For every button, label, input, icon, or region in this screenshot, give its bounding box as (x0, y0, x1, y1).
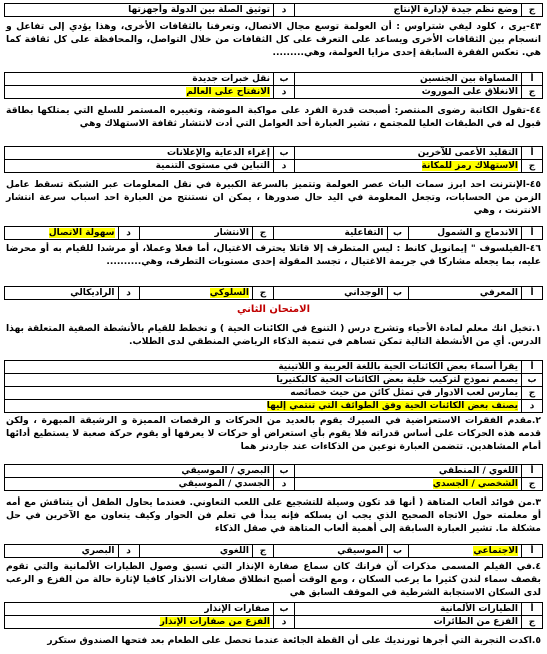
option-letter: د (118, 545, 139, 558)
option-text: الجسدي / الموسيقي (5, 478, 274, 491)
option-text: الانغلاق على الموروث (295, 86, 522, 99)
option-text: اللغوي / المنطقي (295, 465, 522, 478)
option-letter: ج (522, 387, 543, 400)
option-letter: ب (274, 73, 295, 86)
option-letter: ج (522, 160, 543, 173)
option-letter: ب (274, 465, 295, 478)
option-text: صفارات الإنذار (5, 603, 274, 616)
option-letter: أ (522, 361, 543, 374)
option-letter: أ (522, 603, 543, 616)
exam2-question-3-options (4, 544, 543, 558)
option-text: التقليد الأعمى للآخرين (295, 147, 522, 160)
option-letter: ب (387, 287, 408, 300)
option-letter: ج (522, 478, 543, 491)
correct-answer (5, 616, 274, 629)
option-letter: ب (387, 227, 408, 240)
option-letter: ب (522, 374, 543, 387)
option-letter: ب (387, 545, 408, 558)
option-text: الاندماج و الشمول (408, 227, 522, 240)
correct-answer (5, 227, 119, 240)
highlighted-answer: الشخصي / الجسدي (432, 478, 518, 489)
option-text: الانتشار (139, 227, 253, 240)
question-46-text: ٤٦-الفيلسوف " إيمانويل كانط : ليس المتطرف إلا قاتلا يحترف الاغتيال، أما فعلا وعملا، أو مرشدا للقيام به أو محرضا عليه، بما يجعله مشاركا في جريمة الاغتيال ، تجسد المقولة إحدى مستويات التطرف، وهي.......... (6, 243, 541, 267)
option-letter: د (274, 160, 295, 173)
correct-answer (295, 478, 522, 491)
highlighted-answer: الانفتاح على العالم (186, 86, 270, 97)
option-text: المعرفي (408, 287, 522, 300)
option-text: إغراء الدعاية والإعلانات (5, 147, 274, 160)
question-43-options (4, 72, 543, 99)
option-letter: ج (253, 227, 274, 240)
option-letter: ب (274, 147, 295, 160)
highlighted-answer: يصنف بعض الكائنات الحية وفق الطوائف التي تنتمي إليها (266, 400, 518, 411)
option-letter: أ (522, 73, 543, 86)
option-letter: ج (253, 287, 274, 300)
option-text: التباين في مستوى التنمية (5, 160, 274, 173)
option-letter: ج (253, 545, 274, 558)
option-text: الوجداني (274, 287, 388, 300)
option-letter: د (118, 227, 139, 240)
option-text: يمارس لعب الادوار في تمثل كائن من حيث خصائصه (5, 387, 522, 400)
option-letter: ب (274, 603, 295, 616)
option-text: البصري / الموسيقي (5, 465, 274, 478)
option-letter: د (522, 400, 543, 413)
option-letter: د (274, 616, 295, 629)
option-letter: د (274, 478, 295, 491)
correct-answer (5, 86, 274, 99)
question-45-text: ٤٥-الإنترنت احد ابرز سمات الباث عصر العولمة وتتميز بالسرعة الكبيرة في نقل المعلومات عبر الشبكة تسقط عامل الزمن من الحسابات، وتجعل المعلومة في اليد حال صدورها ، يمكن ان نستنتج من العبارة احد اسباب سرعة انتشار الانترنت ، وهي (6, 179, 541, 216)
correct-answer (408, 545, 522, 558)
option-text: الراديكالي (5, 287, 119, 300)
option-letter: د (118, 287, 139, 300)
option-text: الموسيقي (274, 545, 388, 558)
option-text: اللغوي (139, 545, 253, 558)
exam2-question-1-text: ١.تخيل انك معلم لمادة الأحياء وتشرح درس ( التنوع في الكائنات الحية ) و تخطط للقيام بالأنشطة الصفية المتعلقة بهذا الدرس. أي من الأنشطة التالية تمكن تساهم في تنمية الذكاء الرياضي المنطقي لدى الطلاب. (6, 323, 541, 347)
option-text: الطيارات الألمانية (295, 603, 522, 616)
option-text: توثيق الصلة بين الدولة وأجهزتها (5, 4, 274, 17)
option-letter: أ (522, 287, 543, 300)
option-letter: أ (522, 545, 543, 558)
q-top-options (4, 3, 543, 17)
highlighted-answer: الفزع من صفارات الإنذار (159, 616, 270, 627)
question-44-text: ٤٤-تقول الكاتبة رضوى المنتصر: أصبحت قدرة الفرد على مواكبة الموضة، وتغييره المستمر للسلع التي يمتلكها بطاقة قبول له في الطبقات العليا للمجتمع ، تشير العبارة أحد العوامل التي أدت لانتشار ثقافة الاستهلاك وهي (6, 105, 541, 129)
option-text: المساواة بين الجنسين (295, 73, 522, 86)
highlighted-answer: السلوكي (209, 287, 249, 298)
option-letter: د (274, 86, 295, 99)
correct-answer (5, 400, 522, 413)
exam2-question-3-text: ٣.من فوائد ألعاب المتاهة ( أنها قد تكون وسيلة للتشجيع على اللعب التعاوني. فعندما يحاول الطفل أن يتناقش مع أمه أو معلمته حول الاتجاه الصحيح الذي يجب ان يسلكه فإنه يبدأ في تعلم فن الحوار وكيف يتعاون مع الآخرين في حل مشكلة ما. تشير العبارة السابقة إلى أهمية ألعاب المتاهة في صقل الذكاء (6, 497, 541, 534)
exam2-question-2-text: ٢.مقدم الفقرات الاستعراضية في السيرك يقوم بالعديد من الحركات و الرقصات المميزة و الرشيقة المبهرة ، ولكن قدمه هذه الحركات على أساس قدراته فلا يقوم بأي استعراض أو حركات لا يعرفها أو يقوم حركة صعبة لا يستطيع أدائها أمام المشاهدين. تتضمن العبارة نوعين من الذكاءات عند جاردنر هما (6, 415, 541, 452)
option-text: البصري (5, 545, 119, 558)
exam2-question-2-options (4, 464, 543, 491)
option-text: نقل خبرات جديدة (5, 73, 274, 86)
exam2-question-5-text: ٥.اكدت التجربة التي أجرها ثورنديك على أن القطة الجائعة عندما تحصل على الطعام بعد فتحها الصندوق ستكرر (47, 635, 541, 646)
option-text: يصمم نموذج لتركيب خلية بعض الكائنات الحية كالبكتيريا (5, 374, 522, 387)
option-text: يقرأ أسماء بعض الكائنات الحية باللغة العربية و اللاتينية (5, 361, 522, 374)
highlighted-answer: الاستهلاك رمز للمكانة (421, 160, 518, 171)
exam2-question-4-options (4, 602, 543, 629)
exam-2-heading: الامتحان الثاني (236, 304, 311, 315)
option-letter: أ (522, 147, 543, 160)
option-text: التفاعلية (274, 227, 388, 240)
option-text: وضع نظم جيدة لإدارة الإنتاج (295, 4, 522, 17)
question-46-options (4, 286, 543, 300)
option-letter: ج (522, 616, 543, 629)
option-letter: ج (522, 4, 543, 17)
option-letter: د (274, 4, 295, 17)
question-44-options (4, 146, 543, 173)
correct-answer (295, 160, 522, 173)
option-text: الفزع من الطائرات (295, 616, 522, 629)
option-letter: ج (522, 86, 543, 99)
exam2-question-1-options (4, 360, 543, 413)
question-45-options (4, 226, 543, 240)
highlighted-answer: الاجتماعي (473, 545, 518, 556)
option-letter: أ (522, 227, 543, 240)
exam2-question-4-text: ٤.في الفيلم المسمى مذكرات آن فرانك كان سماع صفارة الإنذار التي تسبق وصول الطيارات الألمانية والتي تقوم بقصف سماء لندن كثيرا ما يرعب السكان ، ومع الوقت أصبح انطلاق صفارات الانذار كافيا لإثارة حالة من الفزع و الرعب لدى السكان الاستجابة الشرطية في الموقف السابق هي (6, 561, 541, 598)
correct-answer (139, 287, 253, 300)
question-43-text: ٤٣-يرى ، كلود ليفي شتراوس : أن العولمة توسع مجال الاتصال، وتعرفنا بالثقافات الأخرى، وهذا يؤدي إلى تفاعل و انسجام بين الثقافات الأخرى ويساعد على التعرف على كل الثقافات من خلال التواصل، والمحافظة على كل ثقافة كما هي. تعكس الفقرة السابقة إحدى مزايا العولمة، وهي......... (6, 21, 541, 58)
option-letter: أ (522, 465, 543, 478)
highlighted-answer: سهولة الاتصال (48, 227, 115, 238)
